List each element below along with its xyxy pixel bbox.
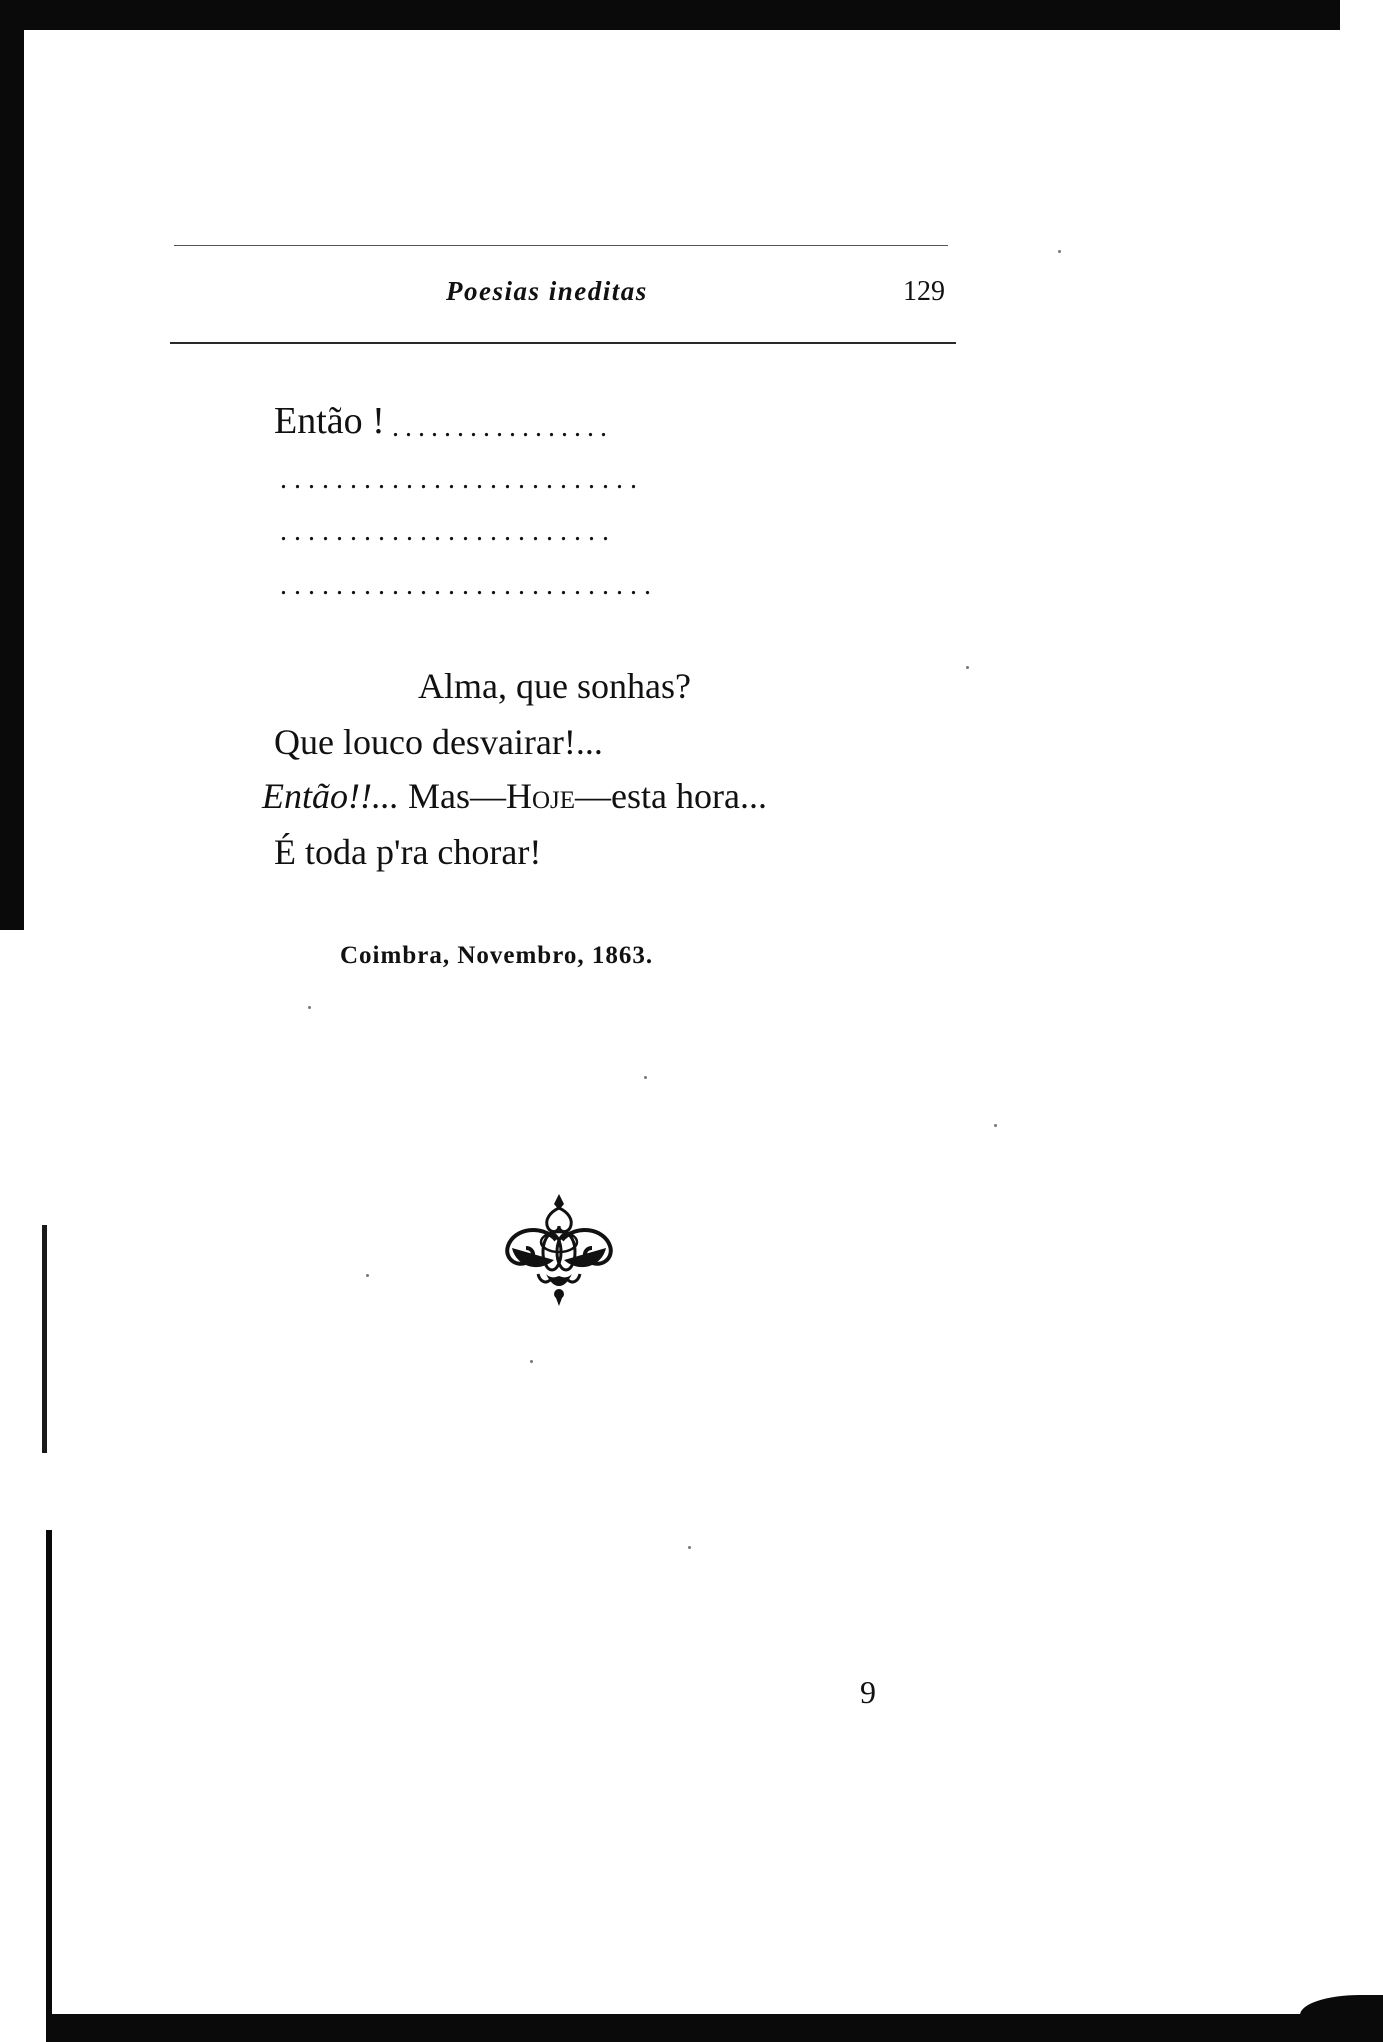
ellipsis-line: .......................... [280, 464, 644, 495]
verse-line: Que louco desvairar!... [274, 722, 603, 762]
scan-speck [366, 1274, 369, 1277]
ellipsis-dots: ................. [392, 412, 613, 443]
scan-edge-line [46, 1530, 52, 2042]
ellipsis-line: ........................ [280, 516, 616, 547]
scan-border-top-inner [22, 26, 1336, 30]
scan-border-corner [1328, 0, 1340, 30]
place-date: Coimbra, Novembro, 1863. [340, 942, 654, 969]
verse-fragment: —esta hora... [575, 776, 767, 816]
scan-speck [644, 1076, 647, 1079]
header-rule-bottom [170, 342, 956, 344]
page-number: 129 [903, 276, 945, 307]
verse-line [262, 778, 767, 814]
scan-speck [994, 1124, 997, 1127]
verse-smallcaps-fragment: Hoje [505, 776, 576, 816]
ellipsis-line: ........................... [280, 570, 658, 601]
scan-border-top [0, 0, 1336, 26]
signature-mark: 9 [860, 1674, 876, 1710]
verse-italic-fragment: Então!!... [262, 776, 399, 816]
scan-speck [688, 1546, 691, 1549]
scan-speck [530, 1360, 533, 1363]
running-title: Poesias ineditas [446, 276, 648, 306]
verse-fragment: Mas— [398, 776, 506, 816]
scan-speck [966, 666, 969, 669]
verse-line: É toda p'ra chorar! [274, 832, 542, 872]
scan-border-bottom [46, 2014, 1383, 2042]
fleuron-ornament-icon [498, 1190, 620, 1310]
scan-speck [308, 1006, 311, 1009]
verse-line: Alma, que sonhas? [418, 666, 691, 706]
scan-border-left [0, 0, 24, 930]
scan-edge-line [42, 1225, 47, 1453]
scan-speck [1058, 250, 1061, 253]
verse-line-entao: Então ! [274, 400, 385, 442]
header-rule-top [174, 245, 948, 246]
scan-border-corner [1300, 1995, 1383, 2017]
